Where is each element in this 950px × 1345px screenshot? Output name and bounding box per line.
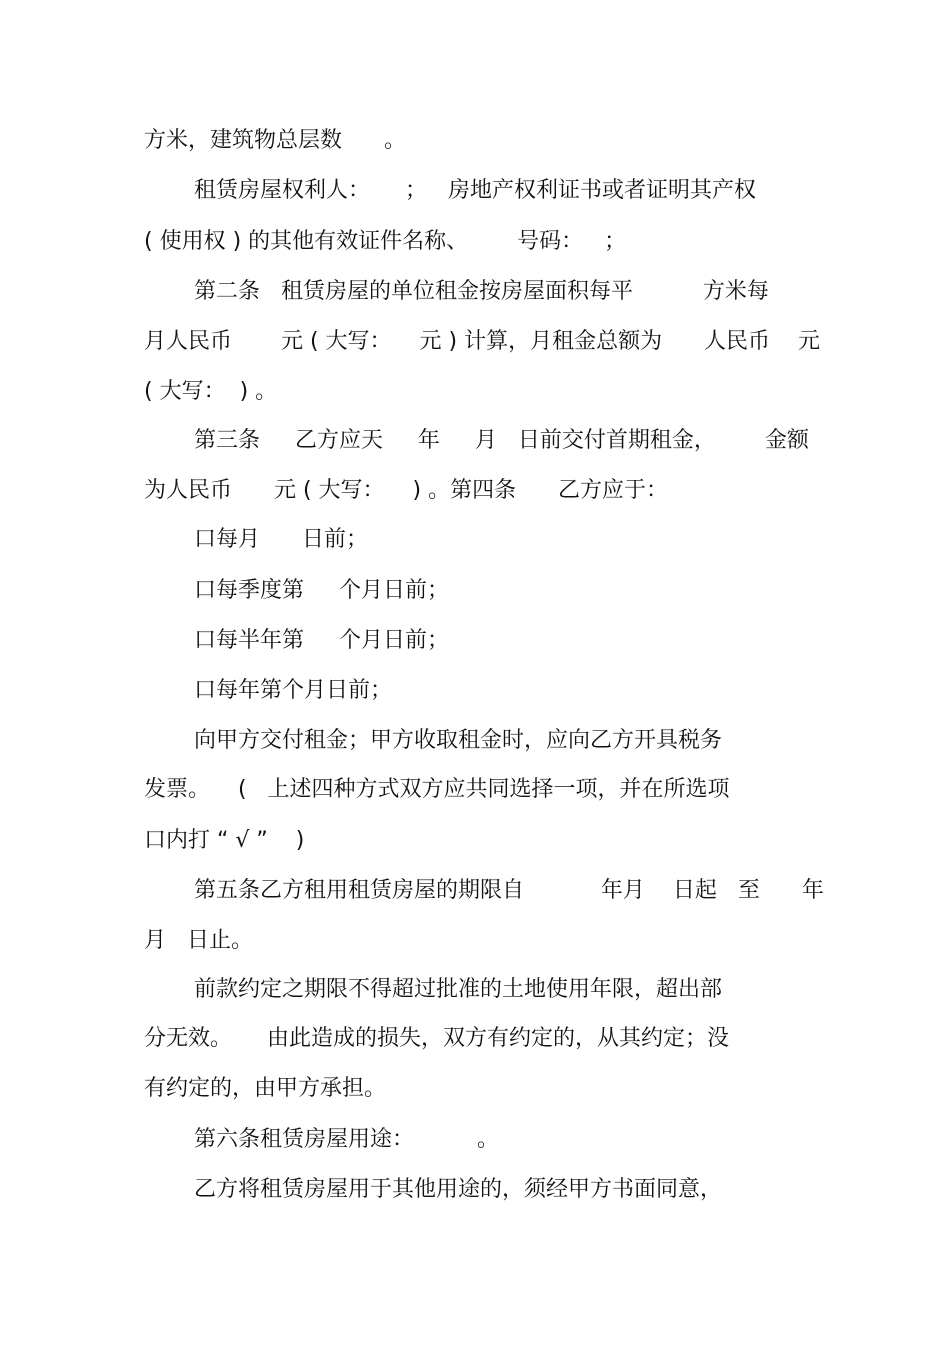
text-line-18: 前款约定之期限不得超过批准的土地使用年限，超出部 xyxy=(194,977,723,1002)
text-line-10: 口每季度第 个月日前； xyxy=(194,578,449,603)
text-line-22: 乙方将租赁房屋用于其他用途的，须经甲方书面同意， xyxy=(194,1177,723,1202)
text-line-21: 第六条租赁房屋用途： 。 xyxy=(194,1127,499,1152)
text-line-12: 口每年第个月日前； xyxy=(194,678,393,703)
text-line-3: ( 使用权 ) 的其他有效证件名称、 号码： ； xyxy=(144,229,627,254)
text-line-9: 口每月 日前； xyxy=(194,527,368,552)
text-line-14: 发票。 ( 上述四种方式双方应共同选择一项，并在所选项 xyxy=(144,777,730,802)
text-line-16: 第五条乙方租用租赁房屋的期限自 年月 日起 至 年 xyxy=(194,878,824,903)
text-line-15: 口内打 “ √ ” ) xyxy=(144,828,305,853)
text-line-20: 有约定的，由甲方承担。 xyxy=(144,1076,387,1101)
text-line-1: 方米，建筑物总层数 。 xyxy=(144,128,406,153)
text-line-2: 租赁房屋权利人： ； 房地产权利证书或者证明其产权 xyxy=(194,178,756,203)
text-line-8: 为人民币 元 ( 大写： ) 。第四条 乙方应于： xyxy=(144,478,669,503)
text-line-17: 月 日止。 xyxy=(144,928,253,953)
text-line-4: 第二条 租赁房屋的单位租金按房屋面积每平 方米每 xyxy=(194,279,769,304)
text-line-6: ( 大写： ) 。 xyxy=(144,379,278,404)
text-line-11: 口每半年第 个月日前； xyxy=(194,628,449,653)
text-line-7: 第三条 乙方应天 年 月 日前交付首期租金， 金额 xyxy=(194,428,809,453)
text-line-13: 向甲方交付租金；甲方收取租金时，应向乙方开具税务 xyxy=(194,728,723,753)
text-line-19: 分无效。 由此造成的损失，双方有约定的，从其约定；没 xyxy=(144,1026,729,1051)
text-line-5: 月人民币 元 ( 大写： 元 ) 计算，月租金总额为 人民币 元 xyxy=(144,329,820,354)
